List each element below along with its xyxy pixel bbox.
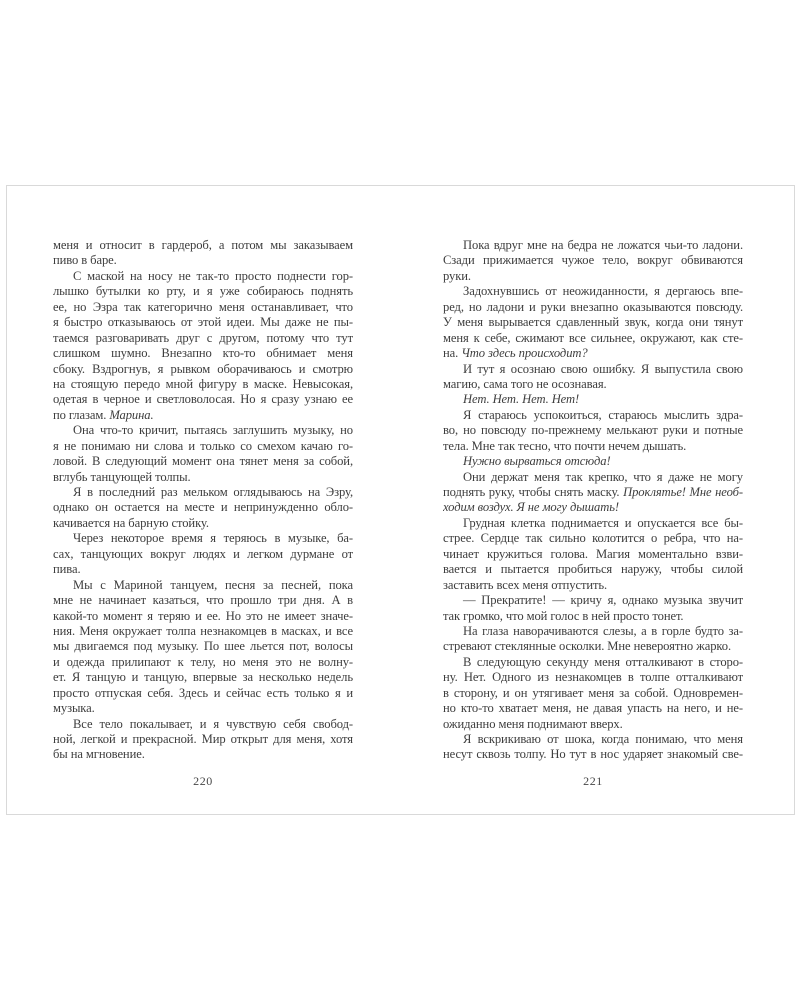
text-segment: Я в последний раз мельком оглядываюсь на Эзру, [73, 485, 353, 499]
page-number-right: 221 [583, 774, 603, 788]
text-line [53, 655, 353, 670]
text-line [53, 732, 353, 747]
text-segment: Сзади прижимается чужое тело, вокруг обвиваются [443, 253, 743, 268]
book-page-left [53, 238, 353, 798]
book-spread [6, 185, 795, 815]
text-segment: пива. [53, 562, 81, 577]
text-line [443, 362, 743, 377]
text-line [443, 454, 743, 469]
text-line [443, 747, 743, 762]
paragraph [53, 238, 353, 269]
text-segment: вглубь танцующей толпы. [53, 469, 191, 484]
page-number-left: 220 [193, 774, 213, 788]
text-line [53, 439, 353, 454]
text-segment: Она что-то кричит, пытаясь заглушить музыку, но [73, 423, 353, 438]
text-segment: Они держат меня так крепко, что я даже не могу [463, 469, 743, 484]
paragraph [443, 284, 743, 361]
paragraph [443, 732, 743, 763]
text-segment: меня и относит в гардероб, а потом мы заказываем [53, 238, 353, 252]
text-line [443, 408, 743, 423]
paragraph [53, 269, 353, 423]
text-segment: заставить всех меня отпустить. [443, 577, 608, 592]
text-segment: Все тело покалывает, и я чувствую себя свобод- [73, 716, 353, 731]
text-line [53, 593, 353, 608]
text-segment: мне не начинает казаться, что прошло три дня. А в [53, 593, 353, 608]
text-line [443, 670, 743, 685]
text-line [443, 609, 743, 624]
text-segment: руки. [443, 268, 471, 283]
italic-text-segment: Нужно вырваться отсюда! [463, 454, 611, 469]
text-line [443, 423, 743, 438]
text-segment: одетая в черное и светловолосая. Но я сразу узнаю ее [53, 392, 353, 407]
text-line [53, 624, 353, 639]
text-segment: ред, но ладони и руки внезапно оказываются повсюду. [443, 299, 743, 314]
text-segment: на. [443, 346, 462, 361]
text-segment: сбоку. Вздрогнув, я рывком оборачиваюсь и смотрю [53, 361, 353, 376]
text-line [53, 670, 353, 685]
text-segment: У меня вырывается сдавленный звук, когда они тянут [443, 315, 743, 330]
text-line [443, 593, 743, 608]
paragraph [443, 362, 743, 393]
text-line [53, 423, 353, 438]
text-line [443, 701, 743, 716]
text-segment: магию, сама того не осознавая. [443, 376, 607, 391]
text-line [53, 686, 353, 701]
text-segment: однако он остается на месте и непринужденно обло- [53, 500, 353, 515]
text-line [53, 609, 353, 624]
paragraph [53, 531, 353, 577]
text-segment: ет. Я танцую и танцую, впервые за несколько недель [53, 670, 353, 685]
text-line [443, 500, 743, 515]
paragraph [443, 593, 743, 624]
text-line [443, 346, 743, 361]
text-segment: Пока вдруг мне на бедра не ложатся чьи-то ладони. [463, 238, 743, 252]
text-segment: таемся разговаривать друг с другом, потому что тут [53, 330, 353, 345]
text-line [53, 269, 353, 284]
text-line [443, 470, 743, 485]
text-line [53, 747, 353, 762]
text-line [53, 562, 353, 577]
text-segment: С маской на носу не так-то просто поднести гор- [73, 268, 353, 283]
text-line [53, 500, 353, 515]
text-segment: несут сквозь толпу. Но тут в нос ударяет знакомый све- [443, 747, 743, 762]
text-line [53, 253, 353, 268]
text-segment: ния. Меня окружает толпа незнакомцев в масках, и все [53, 623, 353, 638]
text-line [443, 439, 743, 454]
text-line [53, 408, 353, 423]
text-segment: Я стараюсь успокоиться, стараюсь мыслить здра- [463, 407, 743, 422]
text-line [53, 362, 353, 377]
text-line [443, 485, 743, 500]
text-line [53, 470, 353, 485]
paragraph [53, 485, 353, 531]
italic-text-segment: ходим воздух. Я не могу дышать! [443, 500, 619, 515]
paragraph [53, 423, 353, 485]
text-segment: на стоящую передо мной фигуру в маске. Невысокая, [53, 376, 353, 391]
text-segment: сах, танцующих вокруг людях и легком дурмане от [53, 546, 353, 561]
text-segment: меня к себе, сжимают все сильнее, окружают, как сте- [443, 330, 743, 345]
text-segment: ну. Нет. Одного из незнакомцев в толпе отталкивают [443, 670, 743, 685]
paragraph [443, 470, 743, 516]
text-line [53, 639, 353, 654]
text-line [443, 624, 743, 639]
paragraph [53, 717, 353, 763]
text-segment: пиво в баре. [53, 253, 117, 268]
text-line [443, 238, 743, 253]
text-line [53, 454, 353, 469]
page-text-column [53, 238, 353, 763]
text-segment: Задохнувшись от неожиданности, я дергаюсь впе- [463, 284, 743, 299]
text-segment: вается и пытается пробиться наружу, чтобы силой [443, 562, 743, 577]
text-line [53, 717, 353, 732]
text-line [443, 717, 743, 732]
text-line [53, 300, 353, 315]
text-line [53, 578, 353, 593]
text-line [443, 392, 743, 407]
text-line [443, 315, 743, 330]
text-segment: Мы с Мариной танцуем, песня за песней, пока [73, 577, 353, 592]
text-line [53, 346, 353, 361]
text-line [53, 392, 353, 407]
italic-text-segment: Что здесь происходит? [461, 346, 588, 361]
text-segment: и одежда прилипают к телу, но меня это не волну- [53, 654, 353, 669]
page-text-column [443, 238, 743, 763]
text-line [443, 578, 743, 593]
book-page-right [443, 238, 743, 798]
text-segment: И тут я осознаю свою ошибку. Я выпустила свою [463, 361, 743, 376]
text-segment: — Прекратите! — кричу я, однако музыка звучит [463, 593, 743, 608]
text-segment: я не понимаю ни слова и только со смехом качаю го- [53, 438, 353, 453]
text-segment: ловой. В следующий момент она тянет меня за собой, [53, 454, 353, 469]
text-segment: качивается на барную стойку. [53, 515, 209, 530]
text-line [443, 377, 743, 392]
text-line [443, 531, 743, 546]
text-segment: тела. Мне так тесно, что почти нечем дышать. [443, 438, 687, 453]
text-segment: просто отпуская себя. Здесь и сейчас есть только я и [53, 685, 353, 700]
text-line [53, 284, 353, 299]
text-segment: Я вскрикиваю от шока, когда понимаю, что меня [463, 732, 743, 746]
text-line [443, 331, 743, 346]
text-line [443, 253, 743, 268]
text-segment: во, но повсюду по-прежнему мелькают руки и потные [443, 423, 743, 438]
paragraph [443, 238, 743, 284]
text-line [53, 701, 353, 716]
text-line [443, 639, 743, 654]
text-line [443, 732, 743, 747]
text-line [53, 331, 353, 346]
text-line [53, 377, 353, 392]
text-line [443, 516, 743, 531]
text-segment: лышко бутылки ко рту, и я уже собираюсь поднять [53, 284, 353, 299]
text-segment: но кто-то хватает меня, не давая упасть на него, и не- [443, 701, 743, 716]
text-segment: по глазам. [53, 407, 110, 422]
text-line [443, 284, 743, 299]
text-line [53, 547, 353, 562]
text-line [53, 516, 353, 531]
text-line [53, 485, 353, 500]
paragraph [53, 578, 353, 717]
text-line [443, 655, 743, 670]
text-segment: мы двигаемся под музыку. По шее льется пот, волосы [53, 639, 353, 654]
text-segment: бы на мгновение. [53, 747, 145, 762]
text-line [53, 531, 353, 546]
text-segment: какой-то момент я теряю и ее. Но это не имеет значе- [53, 608, 353, 623]
text-segment: ной, легкой и прекрасной. Мир открыт для меня, хотя [53, 732, 353, 746]
text-segment: музыка. [53, 701, 95, 716]
paragraph [443, 655, 743, 732]
paragraph [443, 516, 743, 593]
text-line [443, 547, 743, 562]
text-segment: так громко, что мой голос в ней просто тонет. [443, 608, 684, 623]
text-segment: В следующую секунду меня отталкивают в сторо- [463, 654, 743, 669]
text-segment: стревают стеклянные осколки. Мне невероятно жарко. [443, 639, 732, 654]
paragraph [443, 624, 743, 655]
paragraph [443, 392, 743, 407]
text-line [443, 562, 743, 577]
text-line [443, 686, 743, 701]
text-segment: Через некоторое время я теряюсь в музыке, ба- [73, 531, 353, 546]
paragraph [443, 408, 743, 454]
text-line [443, 300, 743, 315]
text-segment: На глаза наворачиваются слезы, а в горле будто за- [463, 623, 743, 638]
text-segment: стрее. Сердце так сильно колотится о ребра, что на- [443, 531, 743, 546]
text-segment: Грудная клетка поднимается и опускается все бы- [463, 515, 743, 530]
text-segment: ожиданно меня поднимают вверх. [443, 716, 623, 731]
text-segment: я быстро отказываюсь от этой идеи. Мы даже не пы- [53, 315, 353, 330]
text-segment: в сторону, и он утягивает меня за собой. Одновремен- [443, 685, 743, 700]
text-line [53, 315, 353, 330]
text-segment: ее, но Эзра так категорично меня останавливает, что [53, 299, 353, 314]
text-line [443, 269, 743, 284]
text-segment: поднять руку, чтобы снять маску. [443, 485, 624, 499]
text-segment: слишком шумно. Внезапно кто-то обнимает меня [53, 346, 353, 361]
text-segment: чинает кружиться голова. Магия моментально взви- [443, 546, 743, 561]
text-line [53, 238, 353, 253]
italic-text-segment: Проклятье! Мне необ- [623, 485, 743, 499]
italic-text-segment: Марина. [109, 407, 154, 422]
paragraph [443, 454, 743, 469]
italic-text-segment: Нет. Нет. Нет. Нет! [463, 392, 580, 407]
